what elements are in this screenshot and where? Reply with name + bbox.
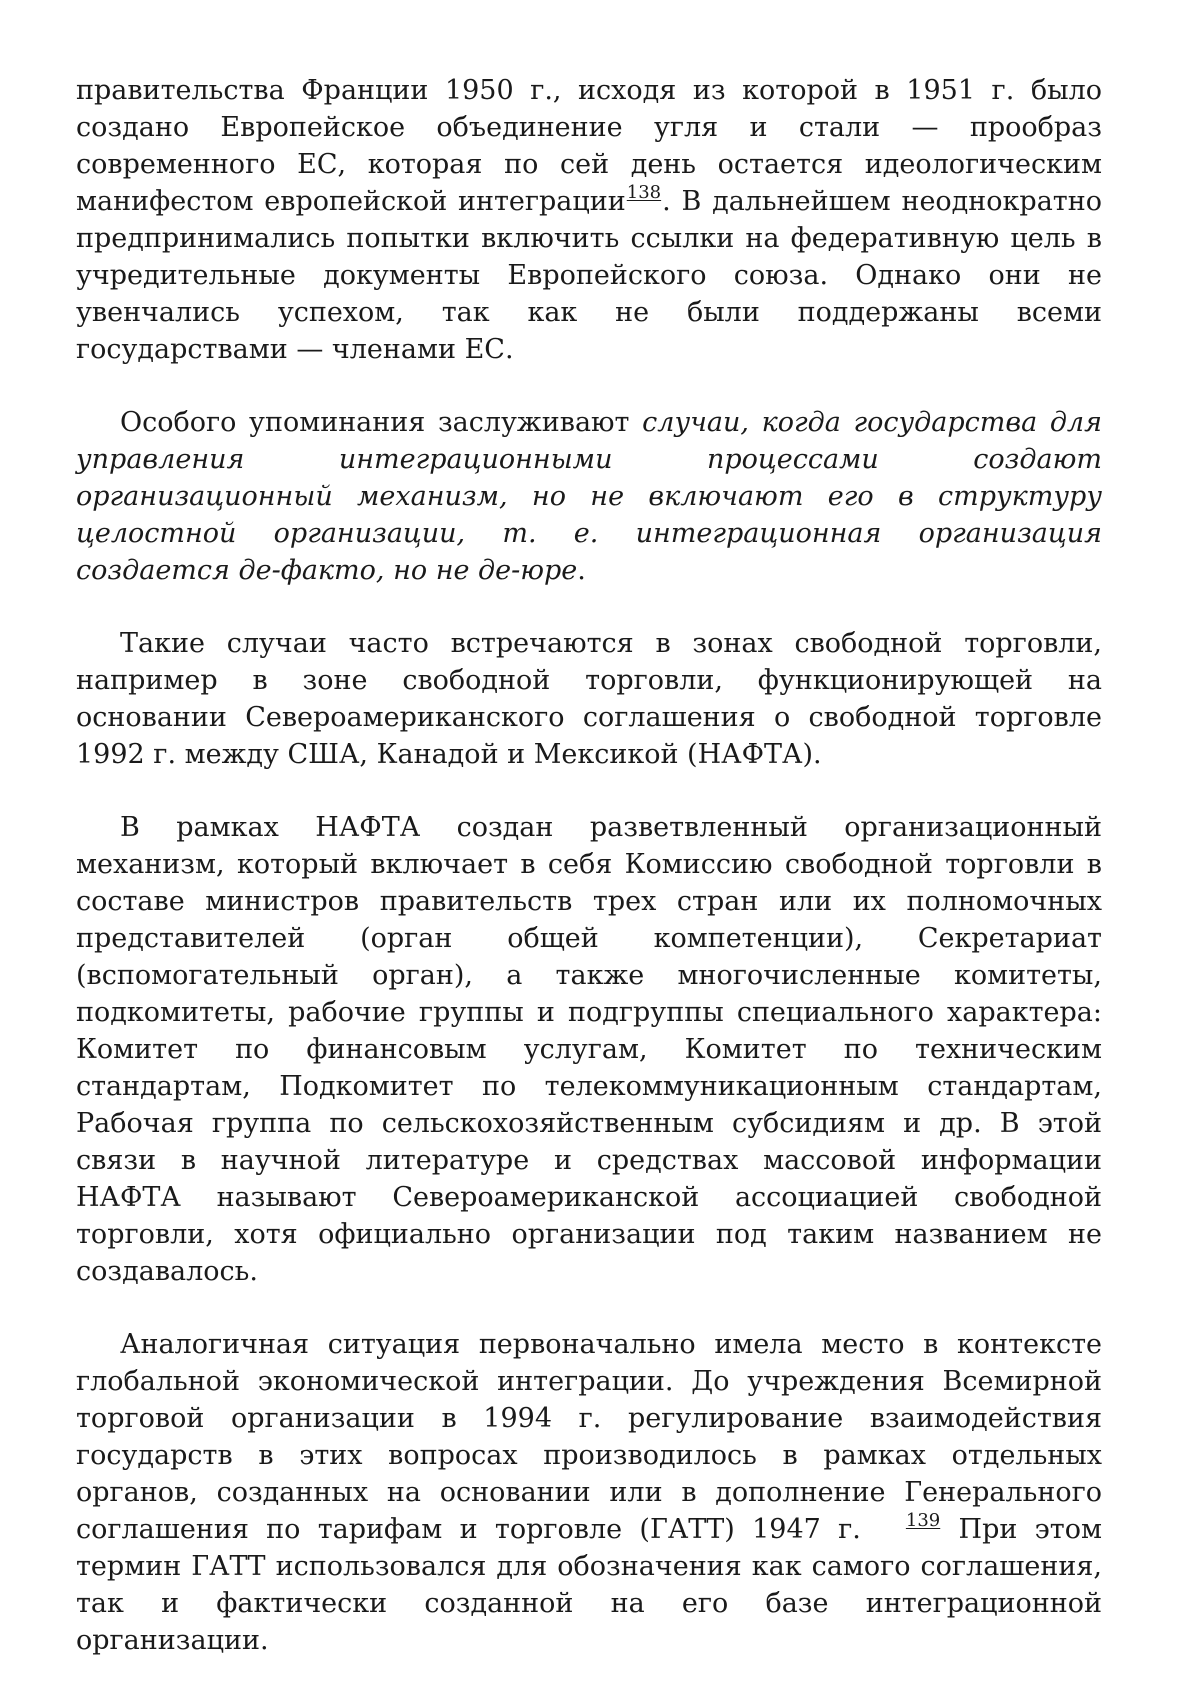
paragraph-5 xyxy=(76,1326,1102,1659)
footnote-link-139[interactable]: 139 xyxy=(905,1510,941,1531)
paragraph-2-text-a: Особого упоминания заслуживают xyxy=(120,407,643,438)
paragraph-1-text-a: правительства Франции 1950 г., исходя из которой в 1951 г. было создано Европейское объединение угля и стали — прообраз современного ЕС, которая по сей день остается идеологическим манифестом европейской интеграции xyxy=(76,75,1102,217)
paragraph-2-italic-text: случаи, когда государства для управления интеграционными процессами создают организационный механизм, но не включают его в структуру целостной организации, т. е. интеграционная организация создается де-факто, но не де-юре xyxy=(76,407,1103,586)
paragraph-3: Такие случаи часто встречаются в зонах свободной торговли, например в зоне свободной торговли, функционирующей на основании Североамериканского соглашения о свободной торговле 1992 г. между США, Канадой и Мексикой (НАФТА). xyxy=(76,628,1102,770)
paragraph-1-text-b: . В дальнейшем неоднократно предпринимались попытки включить ссылки на федеративную цель в учредительные документы Европейского союза. Однако они не увенчались успехом, так как не были поддержаны всеми государствами — членами ЕС. xyxy=(76,186,1102,365)
paragraph-4: В рамках НАФТА создан разветвленный организационный механизм, который включает в себя Комиссию свободной торговли в составе министров правительств трех стран или их полномочных представителей (орган общей компетенции), Секретариат (вспомогательный орган), а также многочисленные комитеты, подкомитеты, рабочие группы и подгруппы специального характера: Комитет по финансовым услугам, Комитет по техническим стандартам, Подкомитет по телекоммуникационным стандартам, Рабочая группа по сельскохозяйственным субсидиям и др. В этой связи в научной литературе и средствах массовой информации НАФТА называют Североамериканской ассоциацией свободной торговли, хотя официально организации под таким названием не создавалось. xyxy=(76,812,1102,1287)
paragraph-2 xyxy=(76,404,1102,589)
paragraph-5-text-b: При этом термин ГАТТ использовался для обозначения как самого соглашения, так и фактически созданной на его базе интеграционной организации. xyxy=(76,1514,1102,1656)
document-page xyxy=(76,72,1102,1695)
paragraph-2-text-b: . xyxy=(577,555,586,586)
footnote-link-138[interactable]: 138 xyxy=(626,182,662,203)
paragraph-5-text-a: Аналогичная ситуация первоначально имела место в контексте глобальной экономической интеграции. До учреждения Всемирной торговой организации в 1994 г. регулирование взаимодействия государств в этих вопросах производилось в рамках отдельных органов, созданных на основании или в дополнение Генерального соглашения по тарифам и торговле (ГАТТ) 1947 г. xyxy=(76,1329,1102,1545)
paragraph-1 xyxy=(76,72,1102,368)
